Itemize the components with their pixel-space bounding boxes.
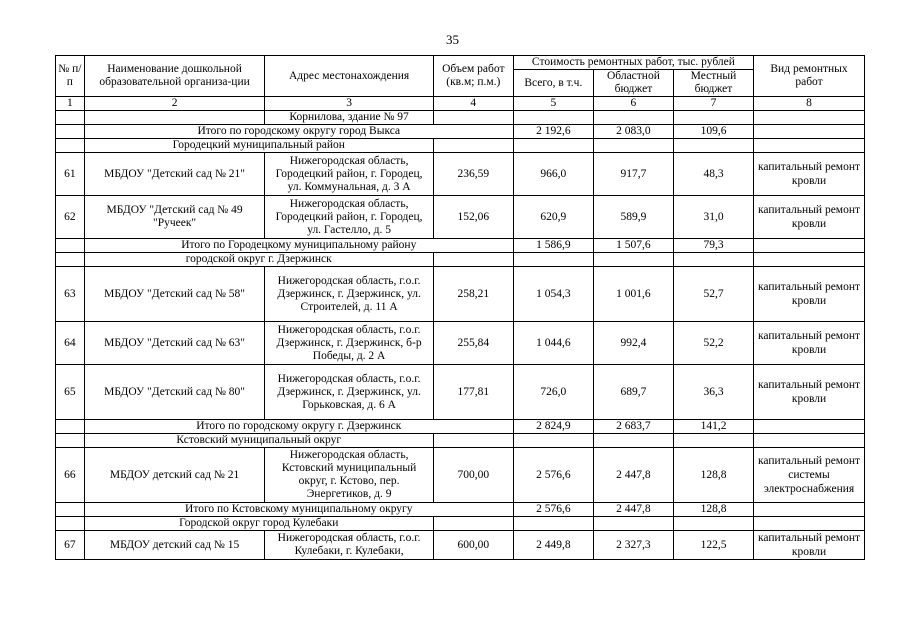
- work-volume: 700,00: [433, 448, 513, 503]
- subtotal-regional: 1 507,6: [593, 239, 673, 253]
- column-number: 7: [673, 97, 753, 111]
- header-row: [56, 56, 865, 70]
- org-name: МБДОУ "Детский сад № 58": [84, 267, 265, 322]
- cost-regional: 689,7: [593, 365, 673, 420]
- subtotal-regional: 2 447,8: [593, 503, 673, 517]
- subtotal-local: 109,6: [673, 125, 753, 139]
- column-number: 5: [513, 97, 593, 111]
- section-title: городской округ г. Дзержинск: [84, 253, 433, 267]
- org-name: МБДОУ "Детский сад № 21": [84, 153, 265, 196]
- subtotal-total: 2 576,6: [513, 503, 593, 517]
- column-number: 1: [56, 97, 85, 111]
- org-name: МБДОУ "Детский сад № 63": [84, 322, 265, 365]
- work-type: капитальный ремонт кровли: [754, 365, 865, 420]
- cost-regional: 2 447,8: [593, 448, 673, 503]
- cost-regional: 992,4: [593, 322, 673, 365]
- cost-regional: 2 327,3: [593, 531, 673, 560]
- column-number: 2: [84, 97, 265, 111]
- header-local: Местный бюджет: [673, 70, 753, 97]
- subtotal-regional: 2 083,0: [593, 125, 673, 139]
- subtotal-label: Итого по городскому округу город Выкса: [84, 125, 513, 139]
- cost-total: 1 044,6: [513, 322, 593, 365]
- empty-cell: [513, 139, 593, 153]
- org-name: МБДОУ детский сад № 15: [84, 531, 265, 560]
- row-num: 62: [56, 196, 85, 239]
- subtotal-total: 1 586,9: [513, 239, 593, 253]
- repair-works-table: [55, 55, 865, 560]
- empty-cell: [754, 420, 865, 434]
- work-type: капитальный ремонт кровли: [754, 531, 865, 560]
- header-total: Всего, в т.ч.: [513, 70, 593, 97]
- table-row-61: [56, 153, 865, 196]
- empty-cell: [513, 111, 593, 125]
- org-address: Нижегородская область, Городецкий район, г. Городец, ул. Коммунальная, д. 3 А: [265, 153, 433, 196]
- section-title: Городской округ город Кулебаки: [84, 517, 433, 531]
- section-title: Кстовский муниципальный округ: [84, 434, 433, 448]
- table-row-64: [56, 322, 865, 365]
- table-row-62: [56, 196, 865, 239]
- cost-regional: 589,9: [593, 196, 673, 239]
- empty-cell: [593, 139, 673, 153]
- org-address: Нижегородская область, г.о.г. Дзержинск, г. Дзержинск, б-р Победы, д. 2 А: [265, 322, 433, 365]
- empty-cell: [56, 517, 85, 531]
- row-num: 64: [56, 322, 85, 365]
- empty-cell: [433, 253, 513, 267]
- header-name: Наименование дошкольной образовательной организа-ции: [84, 56, 265, 97]
- org-address: Нижегородская область, Городецкий район, г. Городец, ул. Гастелло, д. 5: [265, 196, 433, 239]
- column-number: 8: [754, 97, 865, 111]
- empty-cell: [673, 111, 753, 125]
- subtotal-local: 128,8: [673, 503, 753, 517]
- empty-cell: [513, 434, 593, 448]
- cost-total: 726,0: [513, 365, 593, 420]
- empty-cell: [433, 517, 513, 531]
- org-name: МБДОУ "Детский сад № 80": [84, 365, 265, 420]
- header-regional: Областной бюджет: [593, 70, 673, 97]
- cost-total: 966,0: [513, 153, 593, 196]
- empty-cell: [56, 125, 85, 139]
- work-type: капитальный ремонт кровли: [754, 196, 865, 239]
- empty-cell: [56, 503, 85, 517]
- subtotal-label: Итого по Городецкому муниципальному району: [84, 239, 513, 253]
- cost-total: 620,9: [513, 196, 593, 239]
- empty-cell: [673, 517, 753, 531]
- subtotal-row-vyksa: [56, 125, 865, 139]
- empty-cell: [754, 253, 865, 267]
- continued-address: Корнилова, здание № 97: [265, 111, 433, 125]
- cost-regional: 1 001,6: [593, 267, 673, 322]
- table-row-67: [56, 531, 865, 560]
- section-row-kstovo: [56, 434, 865, 448]
- empty-cell: [56, 139, 85, 153]
- header-num: № п/п: [56, 56, 85, 97]
- empty-cell: [754, 125, 865, 139]
- cost-total: 1 054,3: [513, 267, 593, 322]
- org-name: МБДОУ "Детский сад № 49 "Ручеек": [84, 196, 265, 239]
- table-row-66: [56, 448, 865, 503]
- cost-local: 36,3: [673, 365, 753, 420]
- row-num: 66: [56, 448, 85, 503]
- empty-cell: [513, 253, 593, 267]
- work-volume: 258,21: [433, 267, 513, 322]
- subtotal-label: Итого по Кстовскому муниципальному округу: [84, 503, 513, 517]
- cost-local: 48,3: [673, 153, 753, 196]
- cost-local: 122,5: [673, 531, 753, 560]
- empty-cell: [673, 434, 753, 448]
- work-volume: 152,06: [433, 196, 513, 239]
- subtotal-local: 79,3: [673, 239, 753, 253]
- empty-cell: [673, 253, 753, 267]
- empty-cell: [56, 239, 85, 253]
- subtotal-row-kstovo: [56, 503, 865, 517]
- org-address: Нижегородская область, г.о.г. Дзержинск, г. Дзержинск, ул. Горьковская, д. 6 А: [265, 365, 433, 420]
- table-row-65: [56, 365, 865, 420]
- work-volume: 236,59: [433, 153, 513, 196]
- section-row-dzerzhinsk: [56, 253, 865, 267]
- row-num: 63: [56, 267, 85, 322]
- header-volume: Объем работ (кв.м; п.м.): [433, 56, 513, 97]
- empty-cell: [433, 111, 513, 125]
- section-row-kulebaki: [56, 517, 865, 531]
- cost-local: 52,2: [673, 322, 753, 365]
- empty-cell: [56, 111, 85, 125]
- subtotal-regional: 2 683,7: [593, 420, 673, 434]
- org-address: Нижегородская область, г.о.г. Дзержинск, г. Дзержинск, ул. Строителей, д. 11 А: [265, 267, 433, 322]
- empty-cell: [673, 139, 753, 153]
- cost-local: 31,0: [673, 196, 753, 239]
- empty-cell: [56, 253, 85, 267]
- org-address: Нижегородская область, г.о.г. Кулебаки, г. Кулебаки,: [265, 531, 433, 560]
- column-number: 6: [593, 97, 673, 111]
- empty-cell: [433, 434, 513, 448]
- work-volume: 177,81: [433, 365, 513, 420]
- org-name: МБДОУ детский сад № 21: [84, 448, 265, 503]
- row-num: 67: [56, 531, 85, 560]
- empty-cell: [56, 420, 85, 434]
- column-number: 4: [433, 97, 513, 111]
- work-type: капитальный ремонт системы электроснабжения: [754, 448, 865, 503]
- header-cost-group: Стоимость ремонтных работ, тыс. рублей: [513, 56, 753, 70]
- cost-total: 2 576,6: [513, 448, 593, 503]
- empty-cell: [593, 517, 673, 531]
- org-address: Нижегородская область, Кстовский муниципальный округ, г. Кстово, пер. Энергетиков, д. 9: [265, 448, 433, 503]
- row-num: 61: [56, 153, 85, 196]
- subtotal-row-dzerzhinsk: [56, 420, 865, 434]
- empty-cell: [513, 517, 593, 531]
- empty-cell: [754, 503, 865, 517]
- work-type: капитальный ремонт кровли: [754, 267, 865, 322]
- subtotal-row-gorodets: [56, 239, 865, 253]
- row-num: 65: [56, 365, 85, 420]
- empty-cell: [754, 434, 865, 448]
- cost-local: 128,8: [673, 448, 753, 503]
- header-work-type: Вид ремонтных работ: [754, 56, 865, 97]
- empty-cell: [593, 434, 673, 448]
- page-number: 35: [446, 32, 459, 47]
- cost-local: 52,7: [673, 267, 753, 322]
- section-title: Городецкий муниципальный район: [84, 139, 433, 153]
- empty-cell: [593, 253, 673, 267]
- column-numbers-row: [56, 97, 865, 111]
- subtotal-label: Итого по городскому округу г. Дзержинск: [84, 420, 513, 434]
- subtotal-local: 141,2: [673, 420, 753, 434]
- cost-regional: 917,7: [593, 153, 673, 196]
- header-address: Адрес местонахождения: [265, 56, 433, 97]
- empty-cell: [754, 139, 865, 153]
- empty-cell: [754, 111, 865, 125]
- column-number: 3: [265, 97, 433, 111]
- work-volume: 255,84: [433, 322, 513, 365]
- empty-cell: [754, 239, 865, 253]
- table-row-63: [56, 267, 865, 322]
- empty-cell: [433, 139, 513, 153]
- empty-cell: [56, 434, 85, 448]
- work-type: капитальный ремонт кровли: [754, 153, 865, 196]
- cost-total: 2 449,8: [513, 531, 593, 560]
- empty-cell: [754, 517, 865, 531]
- empty-cell: [593, 111, 673, 125]
- empty-cell: [84, 111, 265, 125]
- continued-address-row: [56, 111, 865, 125]
- work-volume: 600,00: [433, 531, 513, 560]
- section-row-gorodets: [56, 139, 865, 153]
- subtotal-total: 2 824,9: [513, 420, 593, 434]
- work-type: капитальный ремонт кровли: [754, 322, 865, 365]
- subtotal-total: 2 192,6: [513, 125, 593, 139]
